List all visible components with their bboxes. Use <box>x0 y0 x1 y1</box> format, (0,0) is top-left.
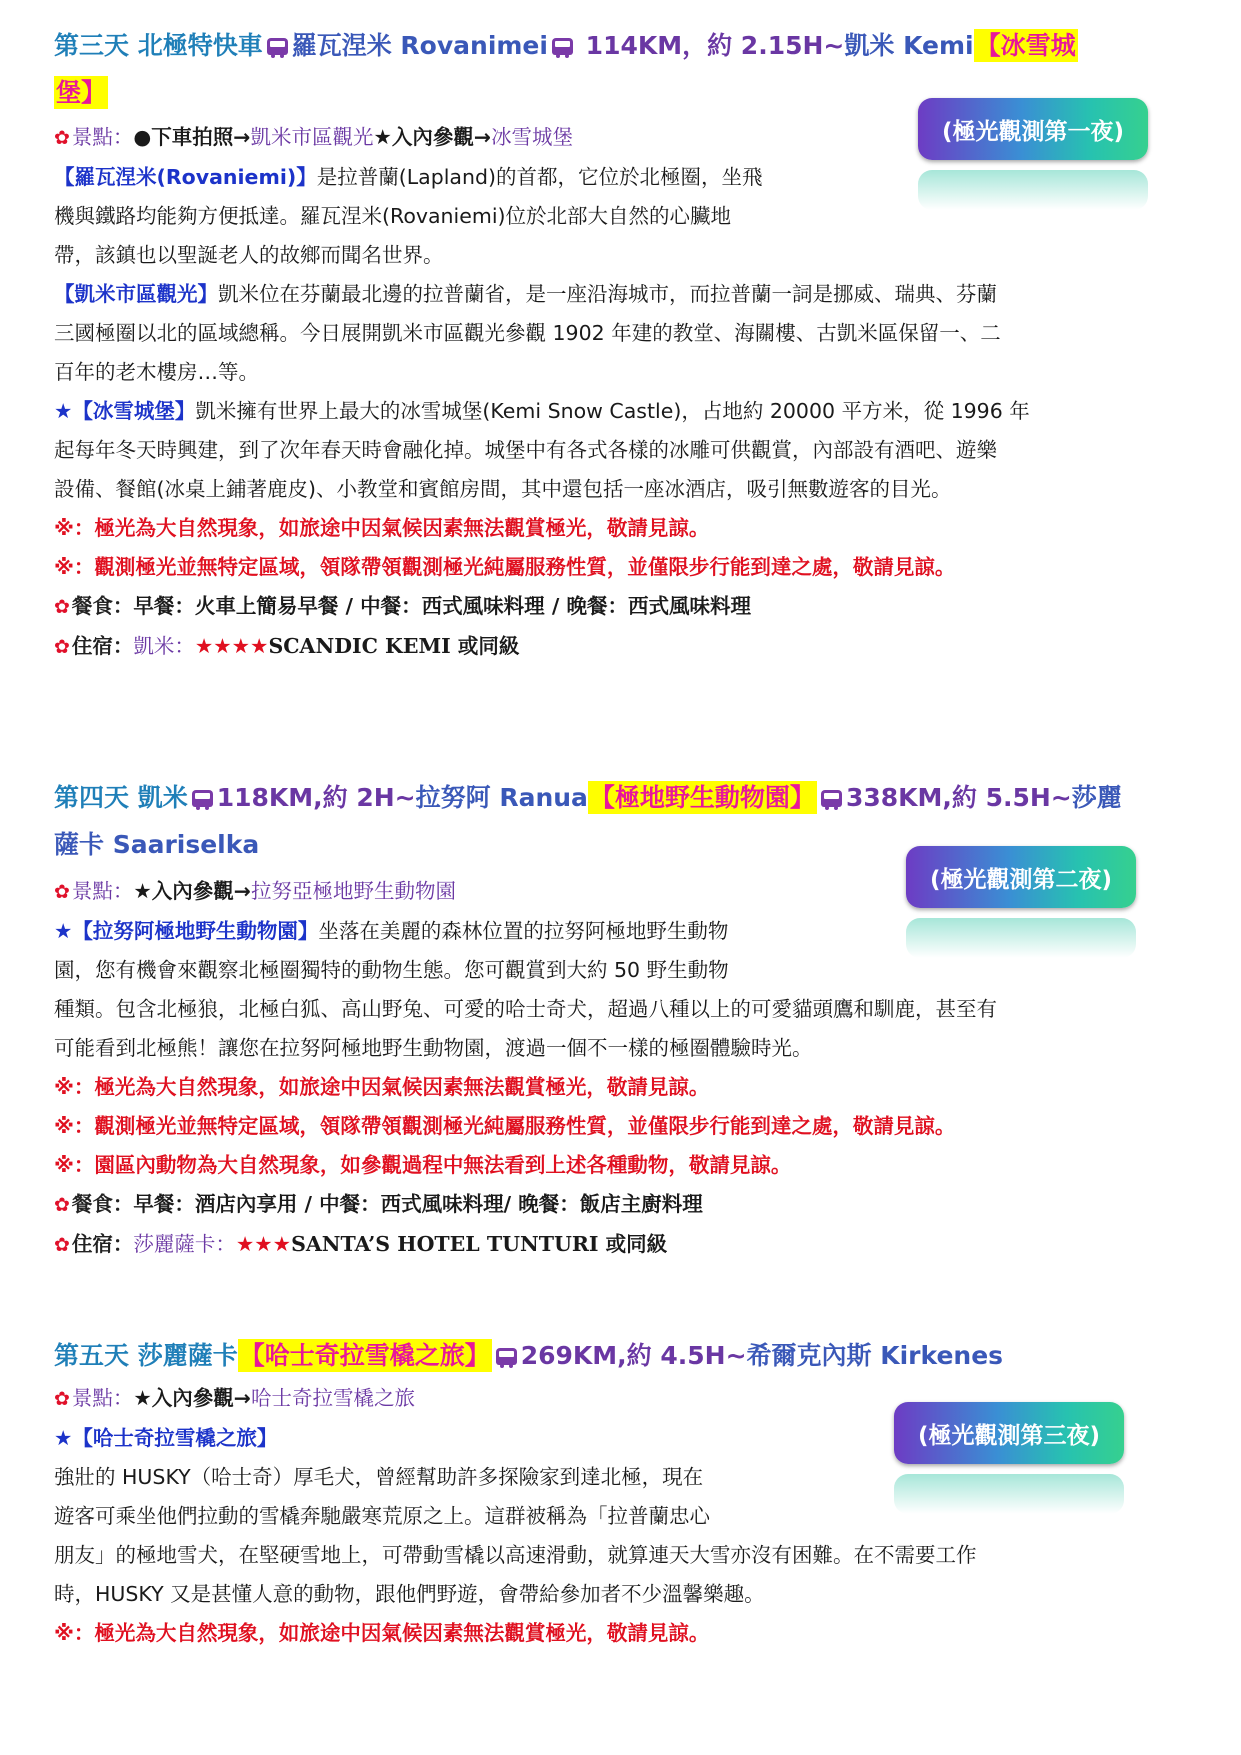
day3-p2-line3: 百年的老木樓房…等。 <box>54 360 259 384</box>
bus-icon <box>821 790 842 807</box>
day4-title: 第四天 凱米 118KM,約 2H~拉努阿 Ranua【極地野生動物園】 338KM,約 5.5H~莎麗 薩卡 Saariselka <box>54 783 1122 859</box>
flower-icon: ✿ <box>54 127 70 149</box>
day4-note-animals: ※：園區內動物為大自然現象，如參觀過程中無法看到上述各種動物，敬請見諒。 <box>54 1153 792 1177</box>
day5-p1-head: ★【哈士奇拉雪橇之旅】 <box>54 1426 278 1450</box>
bus-icon <box>496 1348 517 1365</box>
badge-reflection <box>918 170 1148 210</box>
aurora-night-badge: (極光觀測第三夜) <box>894 1402 1124 1464</box>
flower-icon: ✿ <box>54 636 70 658</box>
day3-p2-line1: 【凱米市區觀光】凱米位在芬蘭最北邊的拉普蘭省，是一座沿海城市，而拉普蘭一詞是挪威、瑞典、芬蘭 <box>54 282 997 306</box>
day5-p1-line2: 遊客可乘坐他們拉動的雪橇奔馳嚴寒荒原之上。這群被稱為「拉普蘭忠心 <box>54 1504 710 1528</box>
day4-note-aurora: ※：極光為大自然現象，如旅途中因氣候因素無法觀賞極光，敬請見諒。 <box>54 1075 710 1099</box>
aurora-night-badge: (極光觀測第二夜) <box>906 846 1136 908</box>
day5-note-aurora: ※：極光為大自然現象，如旅途中因氣候因素無法觀賞極光，敬請見諒。 <box>54 1621 710 1645</box>
flower-icon: ✿ <box>54 1194 70 1216</box>
day3-p3-line3: 設備、餐館(冰桌上鋪著鹿皮)、小教堂和賓館房間，其中還包括一座冰酒店，吸引無數遊客的目光。 <box>54 477 952 501</box>
day4-p1-line4: 可能看到北極熊！讓您在拉努阿極地野生動物園，渡過一個不一樣的極圈體驗時光。 <box>54 1036 813 1060</box>
day3-p3-line1: ★【冰雪城堡】凱米擁有世界上最大的冰雪城堡(Kemi Snow Castle)，占地約 20000 平方米，從 1996 年 <box>54 399 1030 423</box>
day4-p1-line3: 種類。包含北極狼，北極白狐、高山野兔、可愛的哈士奇犬，超過八種以上的可愛貓頭鷹和馴鹿，甚至有 <box>54 997 997 1021</box>
day3-p2-line2: 三國極圈以北的區域總稱。今日展開凱米市區觀光參觀 1902 年建的教堂、海關樓、古凱米區保留一、二 <box>54 321 1001 345</box>
bus-icon <box>267 38 288 55</box>
flower-icon: ✿ <box>54 881 70 903</box>
badge-reflection <box>906 918 1136 958</box>
day5-p1-line3: 朋友」的極地雪犬，在堅硬雪地上，可帶動雪橇以高速滑動，就算連天大雪亦沒有困難。在不需要工作 <box>54 1543 977 1567</box>
day4-meals: ✿餐食：早餐：酒店內享用 / 中餐：西式風味料理/ 晚餐：飯店主廚料理 <box>54 1192 703 1216</box>
day3-p1-line3: 帶，該鎮也以聖誕老人的故鄉而聞名世界。 <box>54 243 444 267</box>
day5-p1-line4: 時，HUSKY 又是甚懂人意的動物，跟他們野遊，會帶給參加者不少溫馨樂趣。 <box>54 1582 765 1606</box>
day4-p1-line2: 園，您有機會來觀察北極圈獨特的動物生態。您可觀賞到大約 50 野生動物 <box>54 958 729 982</box>
day3-note-observation: ※：觀測極光並無特定區域，領隊帶領觀測極光純屬服務性質，並僅限步行能到達之處，敬請見諒。 <box>54 555 956 579</box>
bus-icon <box>552 38 573 55</box>
flower-icon: ✿ <box>54 596 70 618</box>
day4-spots: ✿景點：★入內參觀→拉努亞極地野生動物園 <box>54 879 456 903</box>
day4-hotel: ✿住宿：莎麗薩卡：★★★SANTA’S HOTEL TUNTURI 或同級 <box>54 1232 668 1256</box>
day5-title: 第五天 莎麗薩卡【哈士奇拉雪橇之旅】 269KM,約 4.5H~希爾克內斯 Kirkenes <box>54 1341 1004 1370</box>
day5-spots: ✿景點：★入內參觀→哈士奇拉雪橇之旅 <box>54 1386 415 1410</box>
day3-title: 第三天 北極特快車 羅瓦涅米 Rovanimei 114KM，約 2.15H~凱米 Kemi【冰雪城 堡】 <box>54 31 1076 107</box>
day3-hotel: ✿住宿：凱米：★★★★SCANDIC KEMI 或同級 <box>54 634 520 658</box>
day3-meals: ✿餐食：早餐：火車上簡易早餐 / 中餐：西式風味料理 / 晚餐：西式風味料理 <box>54 594 751 618</box>
day3-p1-line2: 機與鐵路均能夠方便抵達。羅瓦涅米(Rovaniemi)位於北部大自然的心臟地 <box>54 204 732 228</box>
day4-note-observation: ※：觀測極光並無特定區域，領隊帶領觀測極光純屬服務性質，並僅限步行能到達之處，敬請見諒。 <box>54 1114 956 1138</box>
bus-icon <box>192 790 213 807</box>
day3-p3-line2: 起每年冬天時興建，到了次年春天時會融化掉。城堡中有各式各樣的冰雕可供觀賞，內部設有酒吧、遊樂 <box>54 438 997 462</box>
flower-icon: ✿ <box>54 1234 70 1256</box>
day5-p1-line1: 強壯的 HUSKY（哈士奇）厚毛犬，曾經幫助許多探險家到達北極，現在 <box>54 1465 704 1489</box>
badge-reflection <box>894 1474 1124 1514</box>
day3-note-aurora: ※：極光為大自然現象，如旅途中因氣候因素無法觀賞極光，敬請見諒。 <box>54 516 710 540</box>
flower-icon: ✿ <box>54 1388 70 1410</box>
aurora-night-badge: (極光觀測第一夜) <box>918 98 1148 160</box>
day4-p1-line1: ★【拉努阿極地野生動物園】坐落在美麗的森林位置的拉努阿極地野生動物 <box>54 919 729 943</box>
day3-spots: ✿景點：●下車拍照→凱米市區觀光★入內參觀→冰雪城堡 <box>54 125 574 149</box>
day3-p1-line1: 【羅瓦涅米(Rovaniemi)】是拉普蘭(Lapland)的首都，它位於北極圈，坐飛 <box>54 165 763 189</box>
